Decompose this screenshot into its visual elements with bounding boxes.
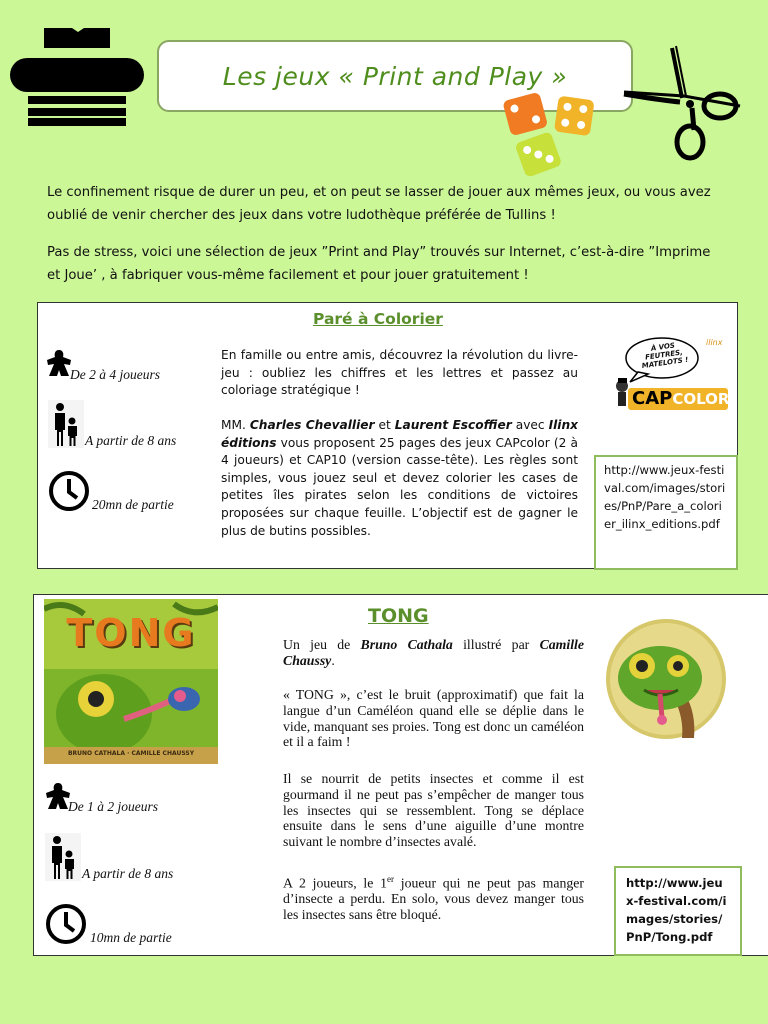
clock-icon (45, 903, 87, 945)
intro-paragraph: Le confinement risque de durer un peu, et on peut se lasser de jouer aux mêmes jeux, ou vous avez oublié de venir chercher des jeux dans votre ludothèque préférée de Tullins ! (47, 185, 711, 223)
download-link[interactable]: http://www.jeux-festival.com/images/stories/PnP/Pare_a_colorier_ilinx_editions.pdf (594, 455, 738, 570)
family-icon (45, 833, 81, 881)
printer-icon (6, 28, 148, 126)
game-description: Il se nourrit de petits insectes et comme il est gourmand il ne peut pas s’empêcher de manger tous les insectes qui se ressemblent. Tong se déplace ensuite dans le sens d’une aiguille d’une montre suivant le nombre d’insectes avalé. (283, 771, 584, 850)
players-count: De 1 à 2 joueurs (68, 799, 158, 814)
author-name: Charles Chevallier (249, 418, 375, 432)
download-link[interactable]: http://www.jeux-festival.com/images/stories/PnP/Tong.pdf (614, 866, 742, 956)
illustrator-name: Camille Chaussy (283, 637, 585, 668)
capcolor-logo (608, 334, 732, 416)
dice-icon (500, 88, 604, 180)
game-duration: 20mn de partie (92, 497, 174, 512)
logo-brand: ilinx (706, 338, 723, 347)
scissors-icon (620, 44, 744, 162)
family-icon (48, 400, 84, 448)
age-requirement: A partir de 8 ans (82, 866, 174, 881)
game-description: « TONG », c’est le bruit (approximatif) que fait la langue d’un Caméléon quand elle se déplie dans le vide, manquant ses proies. Tong est donc un caméléon et il a faim ! (283, 687, 584, 750)
game-description: A 2 joueurs, le 1er joueur qui ne peut pas manger d’insecte a perdu. En solo, vous devez manger tous les insectes sans être bloqué. (283, 874, 584, 923)
game-duration: 10mn de partie (90, 930, 172, 945)
author-name: Laurent Escoffier (394, 418, 512, 432)
meeple-icon (46, 349, 72, 377)
logo-cap: CAP (632, 388, 673, 409)
logo-color: COLOR (672, 390, 730, 408)
game-description: MM. Charles Chevallier et Laurent Escoffier avec Ilinx éditions vous proposent 25 pages des jeux CAPcolor (2 à 4 joueurs) et CAP10 (version casse-tête). Les règles sont simples, vous jouez seul et devez colorier les cases de petites îles pirates selon les conditions de victoires proposées sur chaque feuille. L’objectif est de gagner le plus de butins possibles. (221, 418, 579, 538)
tong-cover-image (44, 599, 218, 764)
game-title: TONG (368, 605, 429, 627)
intro-paragraph: Pas de stress, voici une sélection de jeux ”Print and Play” trouvés sur Internet, c’est-à-dire ”Imprime et Joue’ , à fabriquer vous-même facilement et pour jouer gratuitement ! (47, 245, 711, 283)
clock-icon (48, 470, 90, 512)
logo-bubble-text: À VOS FEUTRES, MATELOTS ! (641, 341, 689, 371)
game-title: Paré à Colorier (313, 310, 443, 328)
players-count: De 2 à 4 joueurs (70, 367, 160, 382)
author-name: Bruno Cathala (360, 637, 453, 652)
chameleon-image (604, 618, 728, 740)
game-byline: Un jeu de Bruno Cathala illustré par Camille Chaussy. (283, 637, 585, 668)
page-title: Les jeux « Print and Play » (222, 62, 568, 91)
game-description: En famille ou entre amis, découvrez la révolution du livre-jeu : oubliez les chiffres et les lettres et passez au coloriage stratégique ! (221, 348, 578, 398)
age-requirement: A partir de 8 ans (85, 433, 177, 448)
cover-authors: BRUNO CATHALA · CAMILLE CHAUSSY (67, 750, 195, 757)
cover-title: TONG (66, 611, 196, 655)
publisher-name: Ilinx éditions (221, 418, 579, 450)
